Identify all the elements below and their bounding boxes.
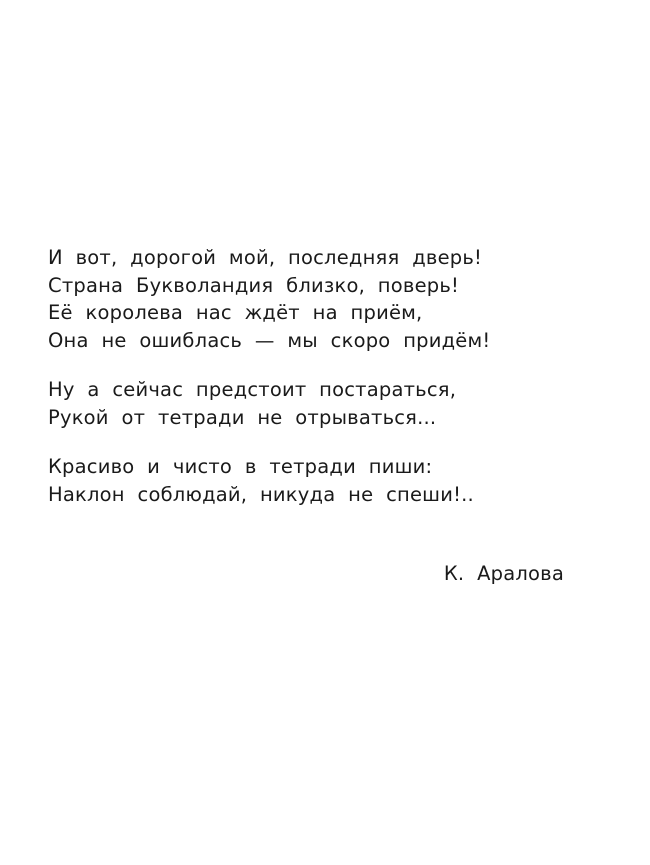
poem-line: Она не ошиблась — мы скоро придём!: [48, 328, 491, 352]
poem-line: Ну а сейчас предстоит постараться,: [48, 378, 457, 401]
poem-line: И вот, дорогой мой, последняя дверь!: [48, 246, 483, 269]
poem-stanza: [48, 453, 568, 508]
poem-author-container: [48, 560, 568, 588]
poem-line: Наклон соблюдай, никуда не спеши!..: [48, 482, 474, 506]
poem-stanza: [48, 376, 568, 431]
poem-line: Её королева нас ждёт на приём,: [48, 301, 423, 324]
poem-body: [48, 244, 568, 508]
poem-stanza: [48, 244, 568, 354]
poem-line: Рукой от тетради не отрываться...: [48, 405, 437, 429]
poem-author: К. Аралова: [443, 562, 564, 585]
poem-line: Страна Букволандия близко, поверь!: [48, 273, 460, 297]
poem-line: Красиво и чисто в тетради пиши:: [48, 455, 433, 478]
